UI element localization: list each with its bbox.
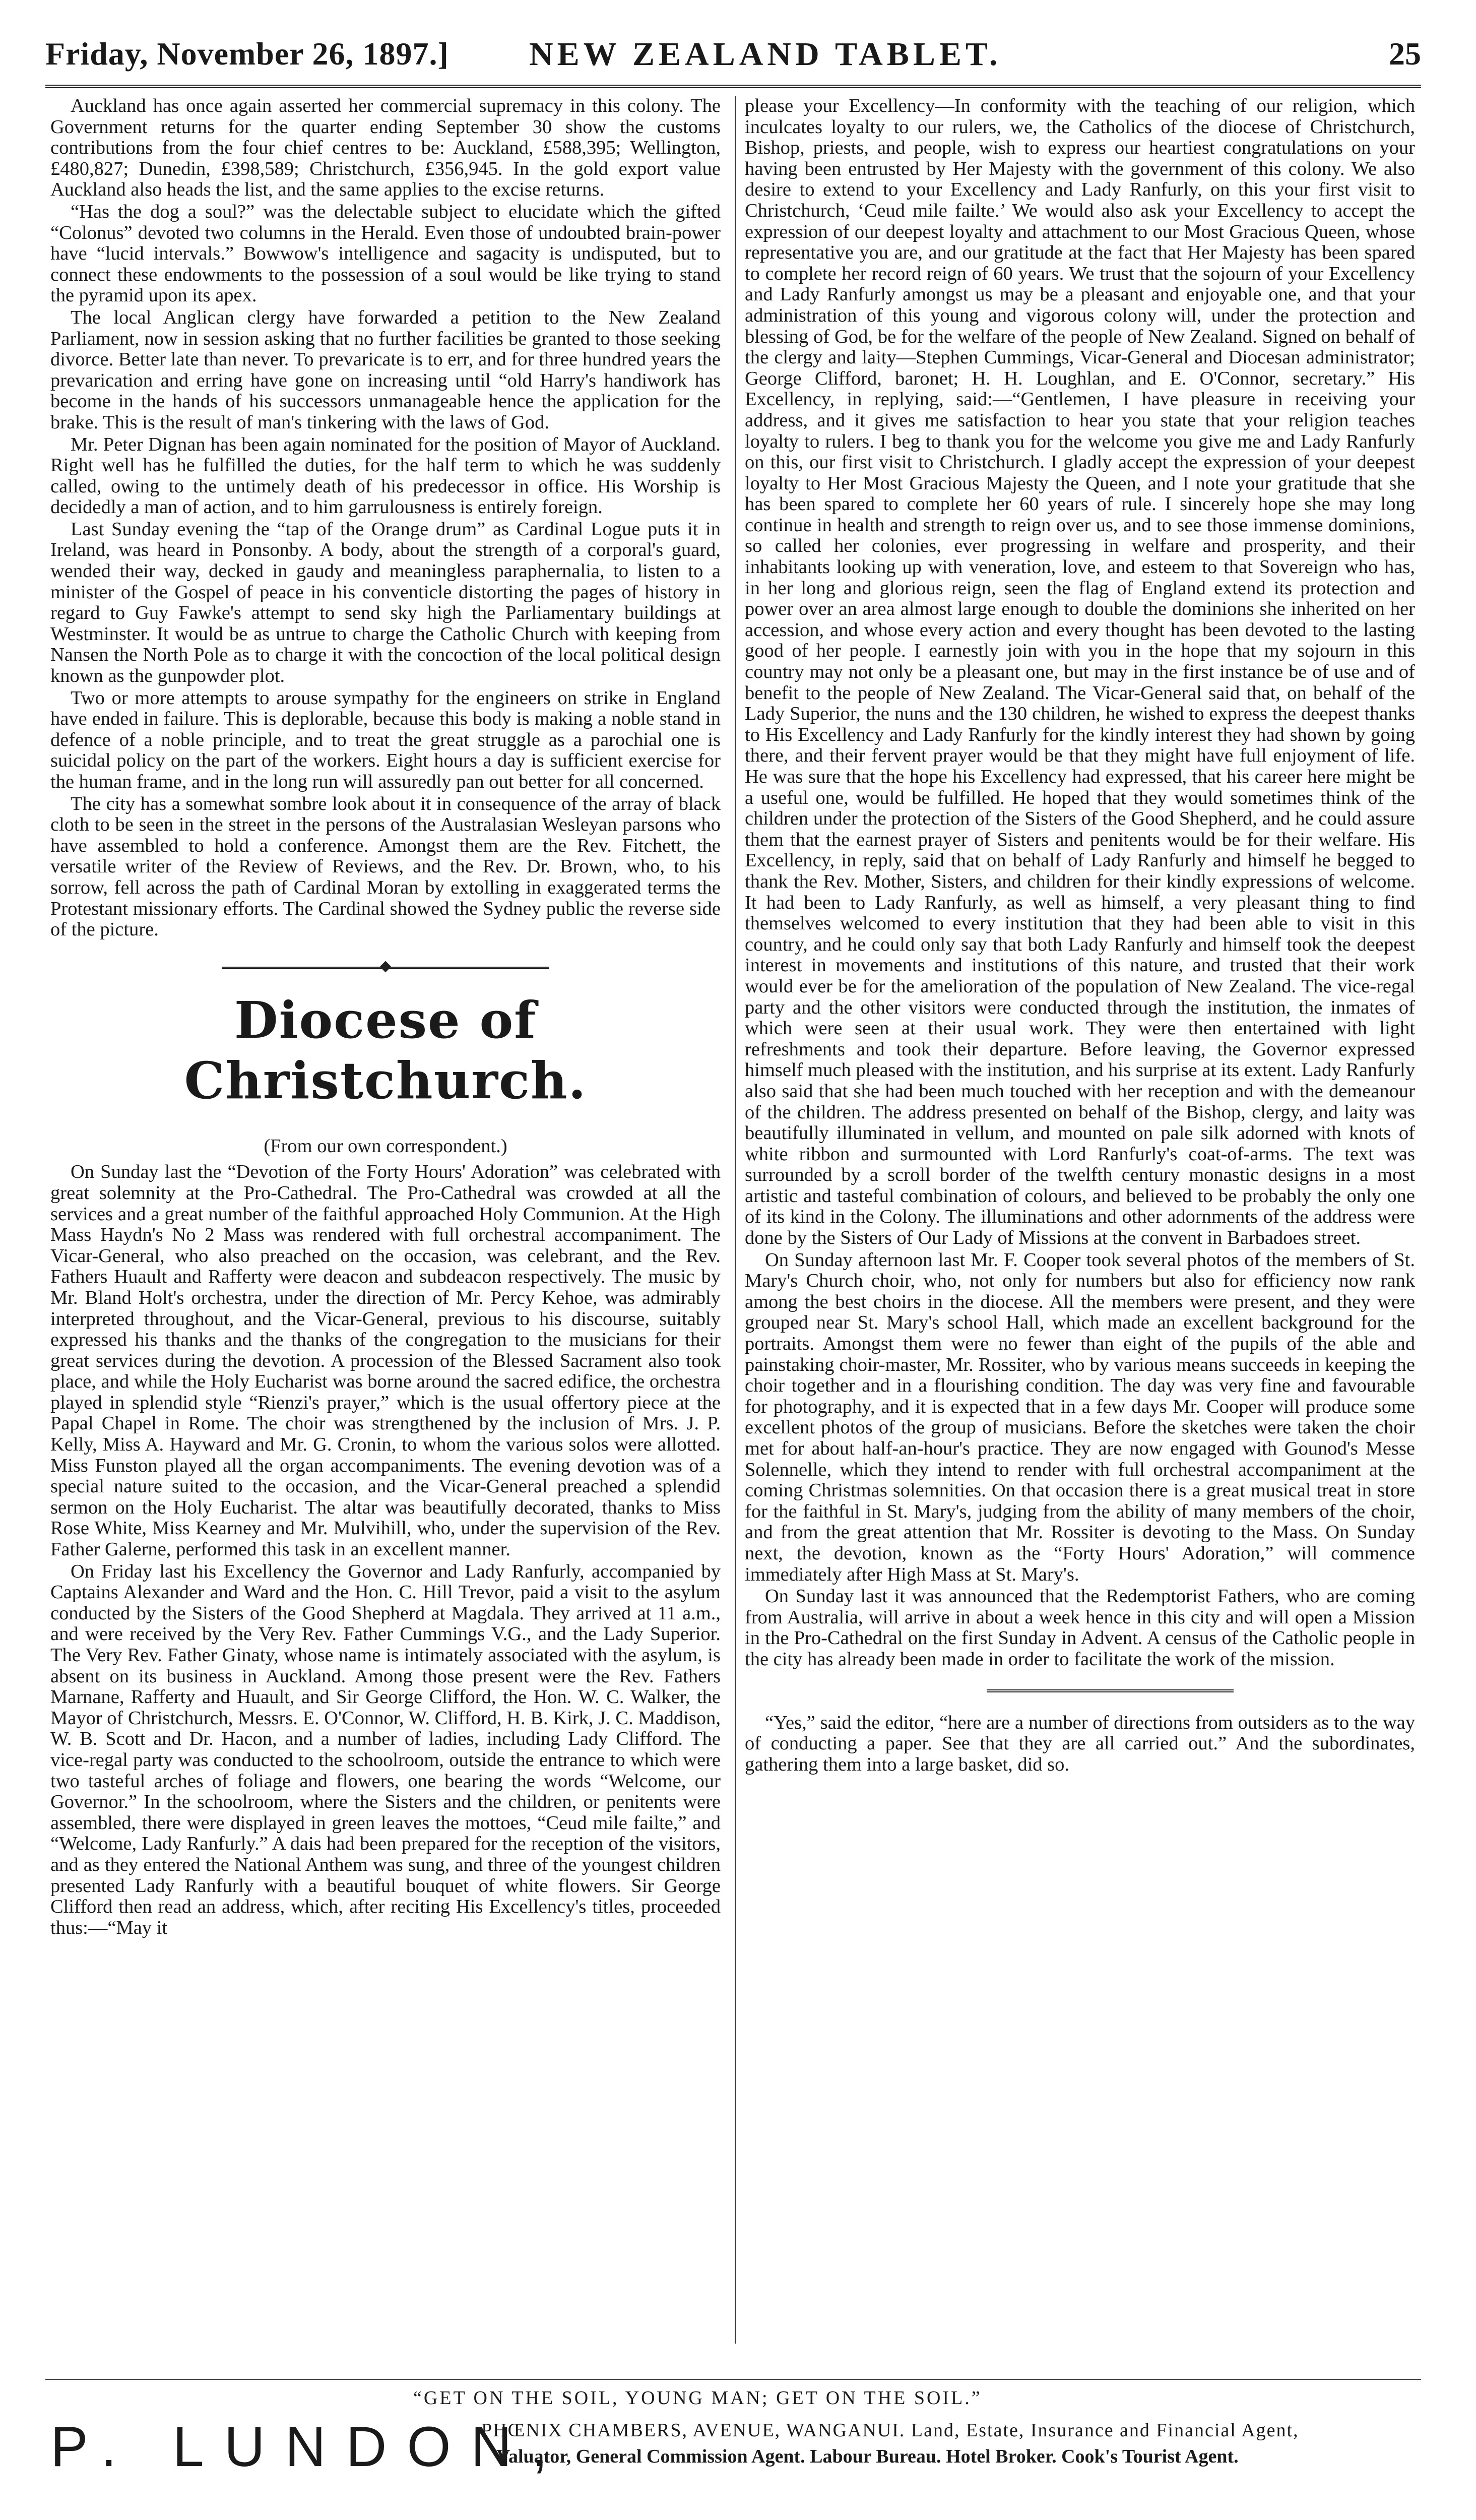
page-number: 25	[1389, 36, 1421, 72]
article-paragraph: please your Excellency—In conformity with the teaching of our religion, which inculcates loyalty to our rulers, we, the Catholics of the diocese of Christchurch, Bishop, priests, and people, wish to express our heartiest congratulations on your having been entrusted by Her Majesty with the government of this colony. We also desire to extend to your Excellency and Lady Ranfurly, on this your first visit to Christchurch, ‘Ceud mile failte.’ We would also ask your Excellency to accept the expression of our deepest loyalty and attachment to our Most Gracious Queen, whose representative you are, and our gratitude at the fact that Her Majesty has been spared to complete her record reign of 60 years. We trust that the sojourn of your Excellency and Lady Ranfurly amongst us may be a pleasant and enjoyable one, and that your administration of this young and vigorous colony will, under the protection and blessing of God, be for the welfare of the people of New Zealand. Signed on behalf of the clergy and laity—Stephen Cummings, Vicar-General and Diocesan administrator; George Clifford, baronet; H. H. Loughlan, and E. O'Connor, secretary.” His Excellency, in replying, said:—“Gentlemen, I have pleasure in receiving your address, and it gives me satisfaction to hear you state that your religion teaches loyalty to rulers. I beg to thank you for the welcome you give me and Lady Ranfurly on this, our first visit to Christchurch. I gladly accept the expression of your deepest loyalty to Her Most Gracious Majesty the Queen, and I note your gratitude that she has been spared to complete her 60 years of rule. I sincerely hope she may long continue in health and strength to reign over us, and to see those immense dominions, so called her colonies, ever progressing in welfare and prosperity, and their inhabitants looking up with veneration, love, and esteem to that Sovereign who has, in her long and glorious reign, seen the flag of England extend its protection and power over an area almost large enough to double the dominions she inherited on her accession, and whose every action and every thought has been devoted to the lasting good of her people. I earnestly join with you in the hope that my sojourn in this country may not only be a pleasant one, but may in the first instance be of use and of benefit to the people of New Zealand. The Vicar-General said that, on behalf of the Lady Superior, the nuns and the 130 children, he wished to express the deepest thanks to His Excellency and Lady Ranfurly for the kindly interest they had shown by going there, and their fervent prayer would be that they might have full enjoyment of life. He was sure that the hope his Excellency had expressed, that his career here might be a useful one, would be fulfilled. He hoped that they would sometimes think of the children under the protection of the Sisters of the Good Shepherd, and he could assure them that the earnest prayer of Sisters and penitents would be for their welfare. His Excellency, in reply, said that on behalf of Lady Ranfurly and himself he begged to thank the Rev. Mother, Sisters, and children for their kindly expressions of welcome. It had been to Lady Ranfurly, as well as himself, a very pleasant thing to find themselves welcomed to every institution that they had been able to visit in this country, and he could only say that both Lady Ranfurly and himself took the deepest interest in movements and institutions of this nature, and trusted that their work would ever be for the amelioration of the population of New Zealand. The vice-regal party and the other visitors were conducted through the institution, the inmates of which were seen at their usual work. They were then entertained with light refreshments and took their departure. Before leaving, the Governor expressed himself much pleased with the institution, and his surprise at its extent. Lady Ranfurly also said that she had been much touched with her reception and with the demeanour of the children. The address presented on behalf of the Bishop, clergy, and laity was beautifully illuminated in vellum, and mounted on pale silk adorned with knots of white ribbon and surmounted with Lord Ranfurly's coat-of-arms. The text was surrounded by a scroll border of the twelfth century monastic designs in a most artistic and tasteful combination of colours, and believed to be probably the only one of its kind in the Colony. The illuminations and other adornments of the address were done by the Sisters of Our Lady of Missions at the convent in Barbadoes street.	[745, 95, 1415, 1249]
article-paragraph: On Friday last his Excellency the Governor and Lady Ranfurly, accompanied by Captains Alexander and Ward and the Hon. C. Hill Trevor, paid a visit to the asylum conducted by the Sisters of the Good Shepherd at Magdala. They arrived at 11 a.m., and were received by the Very Rev. Father Cummings V.G., and the Lady Superior. The Very Rev. Father Ginaty, whose name is intimately associated with the asylum, is absent on its business in Auckland. Among those present were the Rev. Fathers Marnane, Rafferty and Huault, and Sir George Clifford, the Hon. W. C. Walker, the Mayor of Christchurch, Messrs. E. O'Connor, W. Clifford, H. B. Kirk, J. C. Maddison, W. B. Scott and Dr. Hacon, and a number of ladies, including Lady Clifford. The vice-regal party was conducted to the schoolroom, outside the entrance to which were two tasteful arches of foliage and flowers, one bearing the words “Welcome, our Governor.” In the schoolroom, where the Sisters and the children, or penitents were assembled, there were displayed in green leaves the mottoes, “Ceud mile failte,” and “Welcome, Lady Ranfurly.” A dais had been prepared for the reception of the visitors, and as they entered the National Anthem was sung, and three of the youngest children presented Lady Ranfurly with a beautiful bouquet of white flowers. Sir George Clifford then read an address, which, after reciting His Excellency's titles, proceeded thus:—“May it	[50, 1560, 721, 1938]
section-rule	[745, 1680, 1415, 1700]
issue-date: Friday, November 26, 1897.]	[45, 36, 449, 72]
page-header	[45, 35, 1421, 81]
article-paragraph: On Sunday last the “Devotion of the Forty Hours' Adoration” was celebrated with great solemnity at the Pro-Cathedral. The Pro-Cathedral was crowded at all the services and a great number of the faithful approached Holy Communion. At the High Mass Haydn's No 2 Mass was rendered with full orchestral accompaniment. The Vicar-General, who also preached on the occasion, was celebrant, and the Rev. Fathers Huault and Rafferty were deacon and subdeacon respectively. The music by Mr. Bland Holt's orchestra, under the direction of Mr. Percy Kehoe, was admirably interpreted throughout, and the Vicar-General, previous to his discourse, suitably expressed his thanks and the thanks of the congregation to the musicians for their great services during the devotion. A procession of the Blessed Sacrament also took place, and while the Holy Eucharist was borne around the sacred edifice, the orchestra played in splendid style “Rienzi's prayer,” which is the usual offertory piece at the Papal Chapel in Rome. The choir was strengthened by the inclusion of Mrs. J. P. Kelly, Miss A. Hayward and Mr. G. Cronin, to whom the various solos were allotted. Miss Funston played all the organ accompaniments. The evening devotion was of a special nature suited to the occasion, and the Vicar-General preached a splendid sermon on the Holy Eucharist. The altar was beautifully decorated, thanks to Miss Rose White, Miss Kearney and Mr. Mulvihill, who, under the supervision of the Rev. Father Galerne, performed this task in an excellent manner.	[50, 1161, 721, 1560]
article-paragraph: The local Anglican clergy have forwarded a petition to the New Zealand Parliament, now in session asking that no further facilities be granted to those seeking divorce. Better late than never. To prevaricate is to err, and for three hundred years the prevarication and erring have gone on increasing until “old Harry's handiwork has become in the hands of his successors unmanageable hence the application for the brake. This is the result of man's tinkering with the laws of God.	[50, 306, 721, 433]
section-title: Diocese of Christchurch.	[184, 990, 587, 1110]
article-paragraph: Two or more attempts to arouse sympathy for the engineers on strike in England have ended in failure. This is deplorable, because this body is making a noble stand in defence of a noble principle, and to treat the great struggle as a parochial one is suicidal policy on the part of the workers. Eight hours a day is sufficient exercise for the human frame, and in the long run will assuredly pan out better for all concerned.	[50, 687, 721, 792]
article-paragraph: On Sunday afternoon last Mr. F. Cooper took several photos of the members of St. Mary's Church choir, who, not only for numbers but also for efficiency now rank among the best choirs in the diocese. All the members were present, and they were grouped near St. Mary's school Hall, which made an excellent background for the portraits. Amongst them were no fewer than eight of the pupils of the able and painstaking choir-master, Mr. Rossiter, who by various means succeeds in keeping the choir together and in a flourishing condition. The day was very fine and favourable for photography, and it is expected that in a few days Mr. Cooper will produce some excellent photos of the group of musicians. Before the sketches were taken the choir met for about half-an-hour's practice. They are now engaged with Gounod's Messe Solennelle, which they intend to render with full orchestral accompaniment at the coming Christmas solemnities. On that occasion there is a great musical treat in store for the faithful in St. Mary's, judging from the ability of many members of the choir, and from the great attention that Mr. Rossiter is devoting to the Mass. On Sunday next, the devotion, known as the “Forty Hours' Adoration,” will commence immediately after High Mass at St. Mary's.	[745, 1249, 1415, 1585]
header-rule	[45, 85, 1421, 88]
article-paragraph: The city has a somewhat sombre look about it in consequence of the array of black cloth to be seen in the street in the persons of the Australasian Wesleyan parsons who have assembled to hold a conference. Amongst them are the Rev. Fitchett, the versatile writer of the Review of Reviews, and the Rev. Dr. Brown, who, to his sorrow, fell across the path of Cardinal Moran by extolling in exaggerated terms the Protestant missionary efforts. The Cardinal showed the Sydney public the reverse side of the picture.	[50, 793, 721, 940]
column-divider	[735, 96, 736, 2344]
footer-rule	[45, 2379, 1421, 2380]
left-column	[50, 96, 721, 1938]
article-paragraph: “Yes,” said the editor, “here are a number of directions from outsiders as to the way of conducting a paper. See that they are all carried out.” And the subordinates, gathering them into a large basket, did so.	[745, 1712, 1415, 1775]
right-column	[745, 96, 1415, 1775]
article-paragraph: Mr. Peter Dignan has been again nominated for the position of Mayor of Auckland. Right well has he fulfilled the duties, for the half term to which he was suddenly called, owing to the untimely death of his predecessor in office. His Worship is decidedly a man of action, and to him garrulousness is entirely foreign.	[50, 433, 721, 518]
ornamental-rule	[50, 953, 721, 983]
advert-slogan: “GET ON THE SOIL, YOUNG MAN; GET ON THE SOIL.”	[413, 2387, 982, 2409]
article-paragraph: Auckland has once again asserted her commercial supremacy in this colony. The Government returns for the quarter ending September 30 show the customs contributions from the four chief centres to be: Auckland, £588,395; Wellington, £480,827; Dunedin, £398,589; Christchurch, £356,945. In the gold export value Auckland also heads the list, and the same applies to the excise returns.	[50, 95, 721, 201]
article-paragraph: Last Sunday evening the “tap of the Orange drum” as Cardinal Logue puts it in Ireland, was heard in Ponsonby. A body, about the strength of a corporal's guard, wended their way, decked in gaudy and meaningless paraphernalia, to listen to a minister of the Gospel of peace in his conventicle distorting the pages of history in regard to Guy Fawke's attempt to send sky high the Parliamentary buildings at Westminster. It would be as untrue to charge the Catholic Church with keeping from Nansen the North Pole as to charge it with the concoction of the local political design known as the gunpowder plot.	[50, 518, 721, 687]
advertiser-name: P. LUNDON,	[50, 2415, 568, 2478]
article-paragraph: On Sunday last it was announced that the Redemptorist Fathers, who are coming from Australia, will arrive in about a week hence in this city and will open a Mission in the Pro-Cathedral on the first Sunday in Advent. A census of the Catholic people in the city has already been made in order to facilitate the work of the mission.	[745, 1586, 1415, 1670]
advertiser-address: PHŒNIX CHAMBERS, AVENUE, WANGANUI. Land, Estate, Insurance and Financial Agent,	[481, 2420, 1299, 2441]
article-paragraph: “Has the dog a soul?” was the delectable subject to elucidate which the gifted “Colonus” devoted two columns in the Herald. Even those of undoubted brain-power have “lucid intervals.” Bowwow's intelligence and sagacity is undisputed, but to connect these endowments to the possession of a soul would be like trying to stand the pyramid upon its apex.	[50, 201, 721, 306]
newspaper-title: NEW ZEALAND TABLET.	[529, 36, 1002, 73]
byline: (From our own correspondent.)	[264, 1135, 507, 1157]
advertiser-services: Valuator, General Commission Agent. Labour Bureau. Hotel Broker. Cook's Tourist Agent.	[496, 2446, 1239, 2467]
